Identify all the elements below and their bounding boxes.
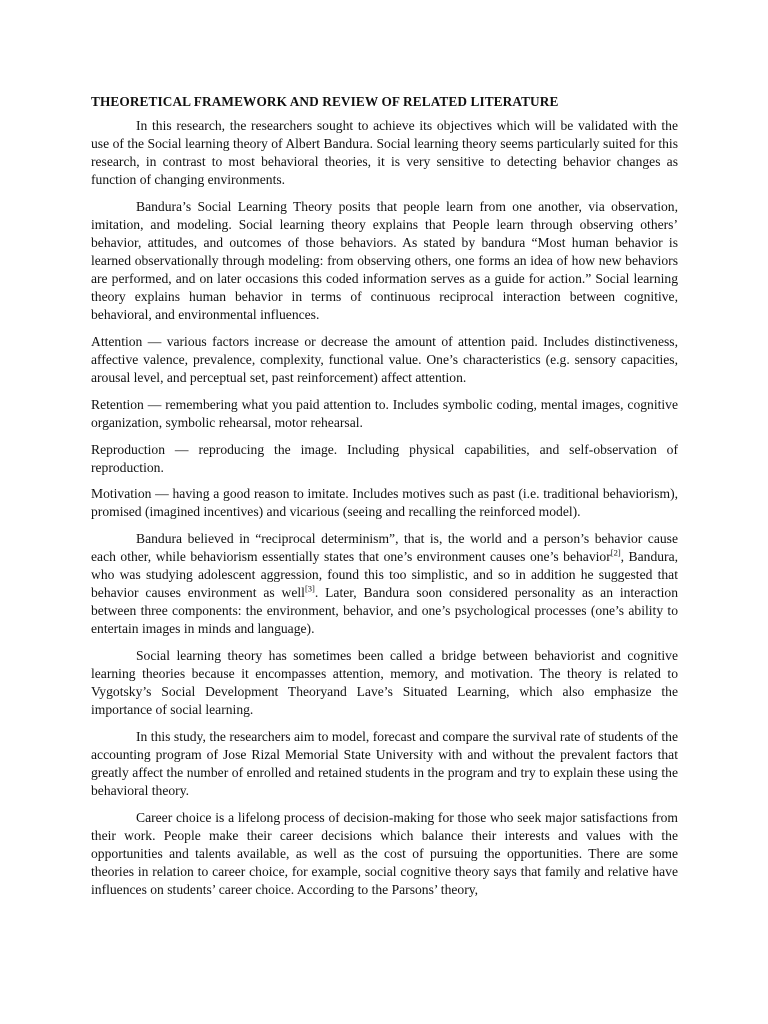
paragraph-career-choice: Career choice is a lifelong process of decision-making for those who seek major satisfactions from their work. People make their career decisions which balance their interests and values with the opportunities and talents available, as well as the cost of pursuing the opportunities. There are some theories in relation to career choice, for example, social cognitive theory says that family and relative have influences on students’ career choice. According to the Parsons’ theory, [91, 809, 678, 898]
citation-reference: [3] [304, 583, 315, 594]
paragraph-motivation: Motivation — having a good reason to imitate. Includes motives such as past (i.e. traditional behaviorism), promised (imagined incentives) and vicarious (seeing and recalling the reinforced model). [91, 486, 678, 520]
section-heading: THEORETICAL FRAMEWORK AND REVIEW OF RELATED LITERATURE [91, 94, 559, 109]
paragraph-text: Bandura believed in “reciprocal determinism”, that is, the world and a person’s behavior cause each other, while behaviorism essentially states that one’s environment causes one’s behavior [91, 530, 678, 564]
paragraph-reciprocal-determinism [91, 530, 678, 639]
paragraph-reproduction: Reproduction — reproducing the image. Including physical capabilities, and self-observation of reproduction. [91, 441, 678, 475]
paragraph-attention: Attention — various factors increase or decrease the amount of attention paid. Includes distinctiveness, affective valence, prevalence, complexity, functional value. One’s characteristics (e.g. sensory capacities, arousal level, and perceptual set, past reinforcement) affect attention. [91, 334, 678, 386]
citation-reference: [2] [610, 547, 621, 558]
paragraph-text: , Bandura, who was studying adolescent aggression, found this too simplistic, and so in addition he suggested that behavior causes environment as well [91, 548, 679, 601]
paragraph-social-learning-theory: Bandura’s Social Learning Theory posits that people learn from one another, via observation, imitation, and modeling. Social learning theory explains that People learn through observing others’ behavior, attitudes, and outcomes of those behaviors. As stated by bandura “Most human behavior is learned observationally through modeling: from observing others, one forms an idea of how new behaviors are performed, and on later occasions this coded information serves as a guide for action.” Social learning theory explains human behavior in terms of continuous reciprocal interaction between cognitive, behavioral, and environmental influences. [91, 198, 678, 323]
paragraph-bridge-theory: Social learning theory has sometimes been called a bridge between behaviorist and cognitive learning theories because it encompasses attention, memory, and motivation. The theory is related to Vygotsky’s Social Development Theoryand Lave’s Situated Learning, which also emphasize the importance of social learning. [91, 647, 678, 718]
paragraph-text: . Later, Bandura soon considered personality as an interaction between three components: the environment, behavior, and one’s psychological processes (one’s ability to entertain images in minds and language). [91, 585, 678, 637]
paragraph-study-aim: In this study, the researchers aim to model, forecast and compare the survival rate of students of the accounting program of Jose Rizal Memorial State University with and without the prevalent factors that greatly affect the number of enrolled and retained students in the program and try to explain these using the behavioral theory. [91, 728, 678, 799]
paragraph-retention: Retention — remembering what you paid attention to. Includes symbolic coding, mental images, cognitive organization, symbolic rehearsal, motor rehearsal. [91, 396, 678, 430]
paragraph-intro: In this research, the researchers sought to achieve its objectives which will be validated with the use of the Social learning theory of Albert Bandura. Social learning theory seems particularly suited for this research, in contrast to most behavioral theories, it is very sensitive to detecting behavior changes as function of changing environments. [91, 118, 678, 188]
